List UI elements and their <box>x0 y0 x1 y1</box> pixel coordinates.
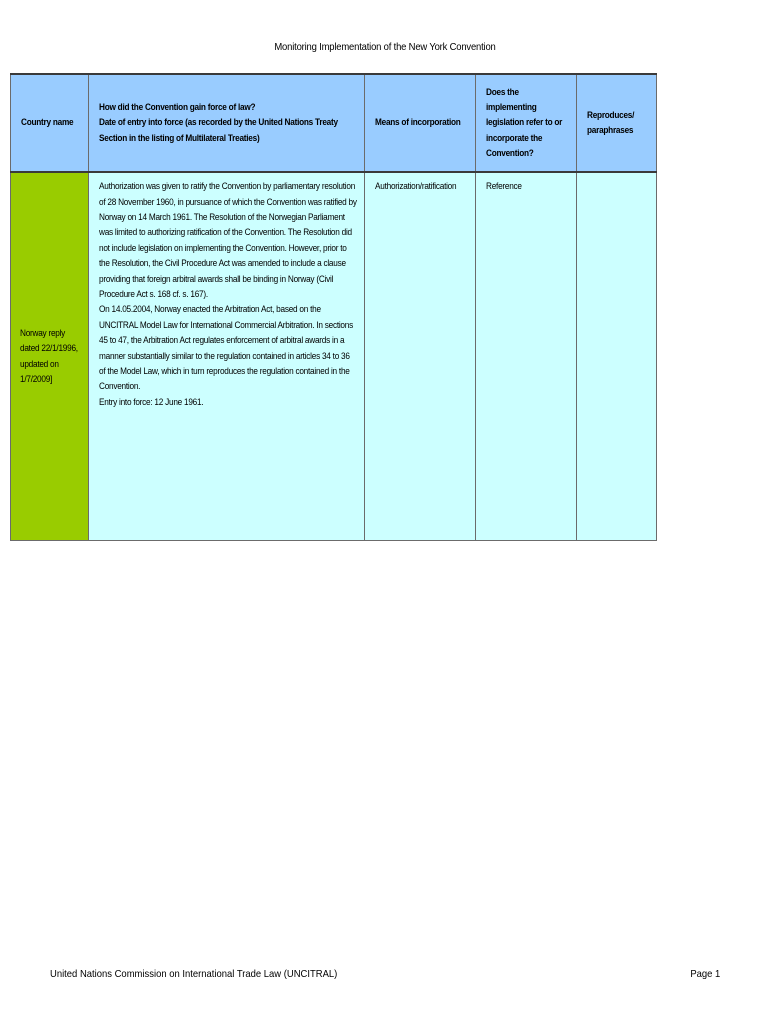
table-header-row <box>11 74 657 172</box>
refer-cell <box>476 172 577 540</box>
means-value: Authorization/ratification <box>375 181 457 193</box>
country-value: Norway reply dated 22/1/1996, updated on 1/7/2009] <box>20 327 78 385</box>
force-paragraph-1: Authorization was given to ratify the Convention by parliamentary resolution of 28 November 1960, in pursuance of which the Convention was ratified by Norway on 14 March 1961. The Resolution of the Norwegian Parliament was limited to authorizing ratification of the Convention. The Resolution did not include legislation on implementing the Convention. However, prior to the Resolution, the Civil Procedure Act was amended to include a clause providing that foreign arbitral awards shall be binding in Norway (Civil Procedure Act s. 168 cf. s. 167). <box>99 181 357 301</box>
header-refer <box>476 74 577 172</box>
header-refer-label: Does the implementing legislation refer to or incorporate the Convention? <box>486 86 563 160</box>
header-reproduces-label: Reproduces/ paraphrases <box>587 109 635 137</box>
header-reproduces <box>577 74 657 172</box>
header-country <box>11 74 89 172</box>
document-title: Monitoring Implementation of the New York Convention <box>274 41 496 53</box>
country-cell <box>11 172 89 540</box>
header-entry-date-question: Date of entry into force (as recorded by the United Nations Treaty Section in the listing of Multilateral Treaties) <box>99 117 338 144</box>
means-cell <box>365 172 476 540</box>
reproduces-cell <box>577 172 657 540</box>
header-country-label: Country name <box>21 117 74 129</box>
header-means <box>365 74 476 172</box>
footer-page-number: Page 1 <box>690 968 720 980</box>
table-row <box>11 172 657 540</box>
header-means-label: Means of incorporation <box>375 117 461 129</box>
refer-value: Reference <box>486 181 522 193</box>
header-force-question: How did the Convention gain force of law? <box>99 101 256 113</box>
footer-organization: United Nations Commission on International Trade Law (UNCITRAL) <box>50 968 338 980</box>
force-of-law-cell <box>89 172 365 540</box>
force-paragraph-2: On 14.05.2004, Norway enacted the Arbitration Act, based on the UNCITRAL Model Law for International Commercial Arbitration. In sections 45 to 47, the Arbitration Act regulates enforcement of arbitral awards in a manner substantially similar to the regulation contained in articles 34 to 36 of the Model Law, which in turn reproduces the regulation contained in the Convention. <box>99 304 353 393</box>
force-paragraph-3: Entry into force: 12 June 1961. <box>99 396 204 408</box>
header-force-of-law <box>89 74 365 172</box>
implementation-table <box>10 73 657 541</box>
